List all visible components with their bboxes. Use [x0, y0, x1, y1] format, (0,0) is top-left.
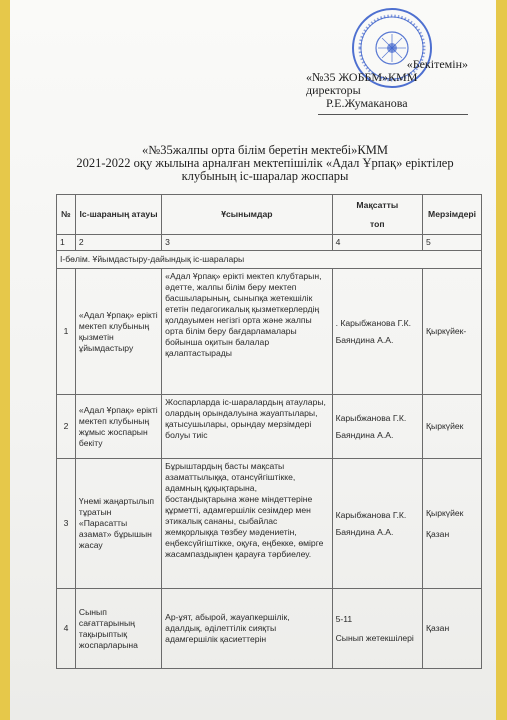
- document-page: [10, 0, 496, 720]
- table-row: [57, 395, 482, 459]
- approval-block: [298, 58, 468, 115]
- row-number: 2: [57, 395, 76, 459]
- header-target-group-line1: Мақсатты: [356, 199, 399, 210]
- row-responsible-2: Баяндина А.А.: [335, 429, 394, 440]
- row-term-1: Қыркүйек: [426, 421, 464, 431]
- row-term-2: Қазан: [426, 528, 450, 539]
- row-number: 3: [57, 459, 76, 589]
- row-target-group: [332, 269, 422, 395]
- title-plan-year: 2021-2022 оқу жылына арналған мектепішілік «Адал Ұрпақ» еріктілер: [76, 156, 454, 170]
- row-responsible-2: Баяндина А.А.: [335, 334, 394, 345]
- row-target-group: [332, 589, 422, 669]
- row-term: [423, 395, 482, 459]
- table-row: [57, 589, 482, 669]
- row-responsible: . Карыбжанова Г.К.: [335, 317, 411, 328]
- row-target-group: [332, 459, 422, 589]
- row-recommendation: Ар-ұят, абырой, жауапкершілік, адалдық, әділеттілік сияқты адамгершілік қасиеттерін: [162, 589, 332, 669]
- document-title: [70, 144, 460, 183]
- column-number: 4: [332, 235, 422, 251]
- row-number: 4: [57, 589, 76, 669]
- row-recommendation: Жоспарларда іс-шаралардың атаулары, олардың орындалуына жауаптылары, қатысушылары, орындау мерзімдері болуы тиіс: [162, 395, 332, 459]
- title-school: «№35жалпы орта білім беретін мектебі»КММ: [142, 143, 388, 157]
- row-term: [423, 269, 482, 395]
- section-row: [57, 251, 482, 269]
- row-responsible-2: Баяндина А.А.: [335, 526, 394, 537]
- table-row: [57, 459, 482, 589]
- approval-organization: «№35 ЖОББМ»КММ директоры: [306, 70, 418, 97]
- row-event: «Адал Ұрпақ» ерікті мектеп клубының жұмыс жоспарын бекіту: [75, 395, 161, 459]
- row-recommendation: Бұрыштардың басты мақсаты азаматтылыққа, отансүйгіштікке, адамның құқықтарына, бостандықтарына және міндеттеріне құрметті, адамгершілік сезімдер мен этикалық сананы, сыбайлас жемқорлыққа төзбеу мәдениетін, еңбексүйгіштікке, оқуға, еңбекке, өмірге жасампаздықпен қарауға тәрбиелеу.: [162, 459, 332, 589]
- row-term: [423, 589, 482, 669]
- column-number: 1: [57, 235, 76, 251]
- row-event: Сынып сағаттарының тақырыптық жоспарларына: [75, 589, 161, 669]
- column-numbers-row: [57, 235, 482, 251]
- row-term-1: Қазан: [426, 623, 450, 633]
- row-responsible: 5-11: [335, 613, 353, 624]
- row-recommendation: «Адал Ұрпақ» ерікті мектеп клубтарын, әдетте, жалпы білім беру мектеп басшыларының, сыныпқа жетекшілік ететін педагогикалық қызметкерлердің қолдауымен негізгі орта және жалпы орта білім беру бағдарламалары бойынша оқитын балалар қалаптастырады: [162, 269, 332, 395]
- row-responsible: Карыбжанова Г.К.: [335, 509, 407, 520]
- header-recommendations: Ұсынымдар: [162, 195, 332, 235]
- column-number: 2: [75, 235, 161, 251]
- column-number: 5: [423, 235, 482, 251]
- row-target-group: [332, 395, 422, 459]
- signature-line: [318, 110, 468, 115]
- row-term-1: Қыркүйек-: [426, 326, 467, 336]
- table-row: [57, 269, 482, 395]
- header-number: №: [57, 195, 76, 235]
- header-term: Мерзімдері: [423, 195, 482, 235]
- header-event-name: Іс-шараның атауы: [75, 195, 161, 235]
- header-target-group: [332, 195, 422, 235]
- column-number: 3: [162, 235, 332, 251]
- approval-director-name: Р.Е.Жумаканова: [326, 96, 408, 110]
- header-target-group-line2: топ: [370, 218, 385, 229]
- table-header-row: [57, 195, 482, 235]
- approval-heading: «Бекітемін»: [406, 57, 468, 71]
- row-responsible: Карыбжанова Г.К.: [335, 412, 407, 423]
- row-number: 1: [57, 269, 76, 395]
- section-title: I-бөлім. Ұйымдастыру-дайындық іс-шаралары: [57, 251, 482, 269]
- events-plan-table: [56, 194, 482, 669]
- row-event: «Адал Ұрпақ» ерікті мектеп клубының қызметін ұйымдастыру: [75, 269, 161, 395]
- row-responsible-2: Сынып жетекшілері: [335, 632, 414, 643]
- title-plan-subject: клубының іс-шаралар жоспары: [181, 169, 349, 183]
- row-event: Үнемі жаңартылып тұратын «Парасатты азамат» бұрышын жасау: [75, 459, 161, 589]
- row-term: [423, 459, 482, 589]
- row-term-1: Қыркүйек: [426, 507, 464, 518]
